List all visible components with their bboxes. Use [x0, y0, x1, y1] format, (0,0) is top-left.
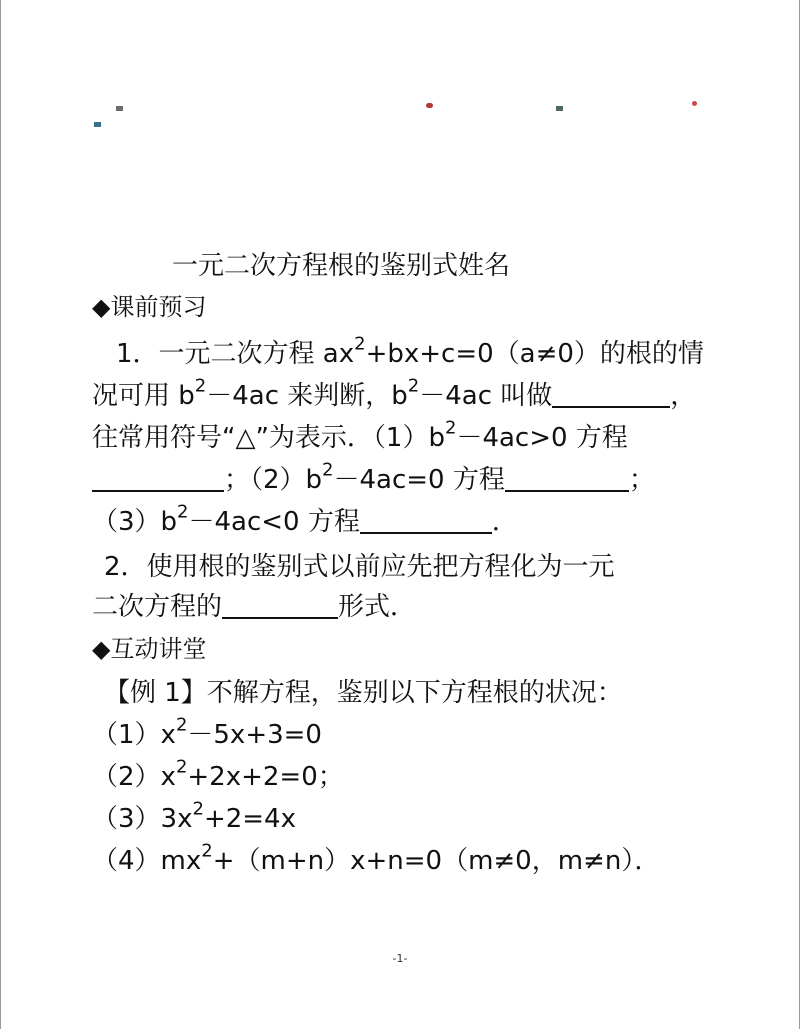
page-number: -1- [392, 952, 408, 965]
scan-mark-icon [94, 122, 101, 127]
q1-line-5: $(3)b^2-4ac<0$ 方程 ． [92, 501, 518, 537]
answer-blank [92, 464, 224, 492]
q1-line-1: 1．一元二次方程 $ax^2+bx+c=0(a\ne 0)$的根的情 [116, 333, 704, 369]
q1-line-3: 往常用符号“△”为表示．$(1)b^2-4ac>0$ 方程 [92, 417, 628, 453]
section-heading-preview: ◆课前预习 [92, 293, 207, 321]
answer-blank [360, 506, 492, 534]
scan-mark-icon [116, 106, 123, 111]
equation-item-2: $(2)x^2+2x+2=0$； [92, 756, 344, 792]
equation-item-4: $(4)mx^2+(m+n)x+n=0(m\ne 0$，m≠n）． [92, 840, 661, 876]
section-heading-lecture: ◆互动讲堂 [92, 635, 207, 663]
q1-line-4: ；$(2)b^2-4ac=0$ 方程 ； [92, 463, 655, 497]
q2-line-1: 2．使用根的鉴别式以前应先把方程化为一元 [104, 552, 615, 582]
answer-blank [222, 591, 338, 619]
document-title: 一元二次方程根的鉴别式姓名 [172, 251, 511, 281]
scan-mark-icon [692, 101, 697, 106]
q1-line-2: 况可用 $b^2-4ac$ 来判断，$b^2-4ac$ 叫做 ， [92, 375, 697, 411]
answer-blank [552, 380, 670, 408]
equation-item-1: $(1)x^2-5x+3=0$ [92, 714, 322, 750]
example-heading: 【例 1】不解方程，鉴别以下方程根的状况： [104, 678, 623, 708]
q2-line-2: 二次方程的 形式． [92, 592, 417, 622]
scan-mark-icon [426, 103, 433, 108]
scan-mark-icon [556, 106, 563, 111]
page-border-left [0, 0, 1, 1029]
answer-blank [505, 464, 629, 492]
equation-item-3: $(3)3x^2+2=4x$ [92, 798, 296, 834]
